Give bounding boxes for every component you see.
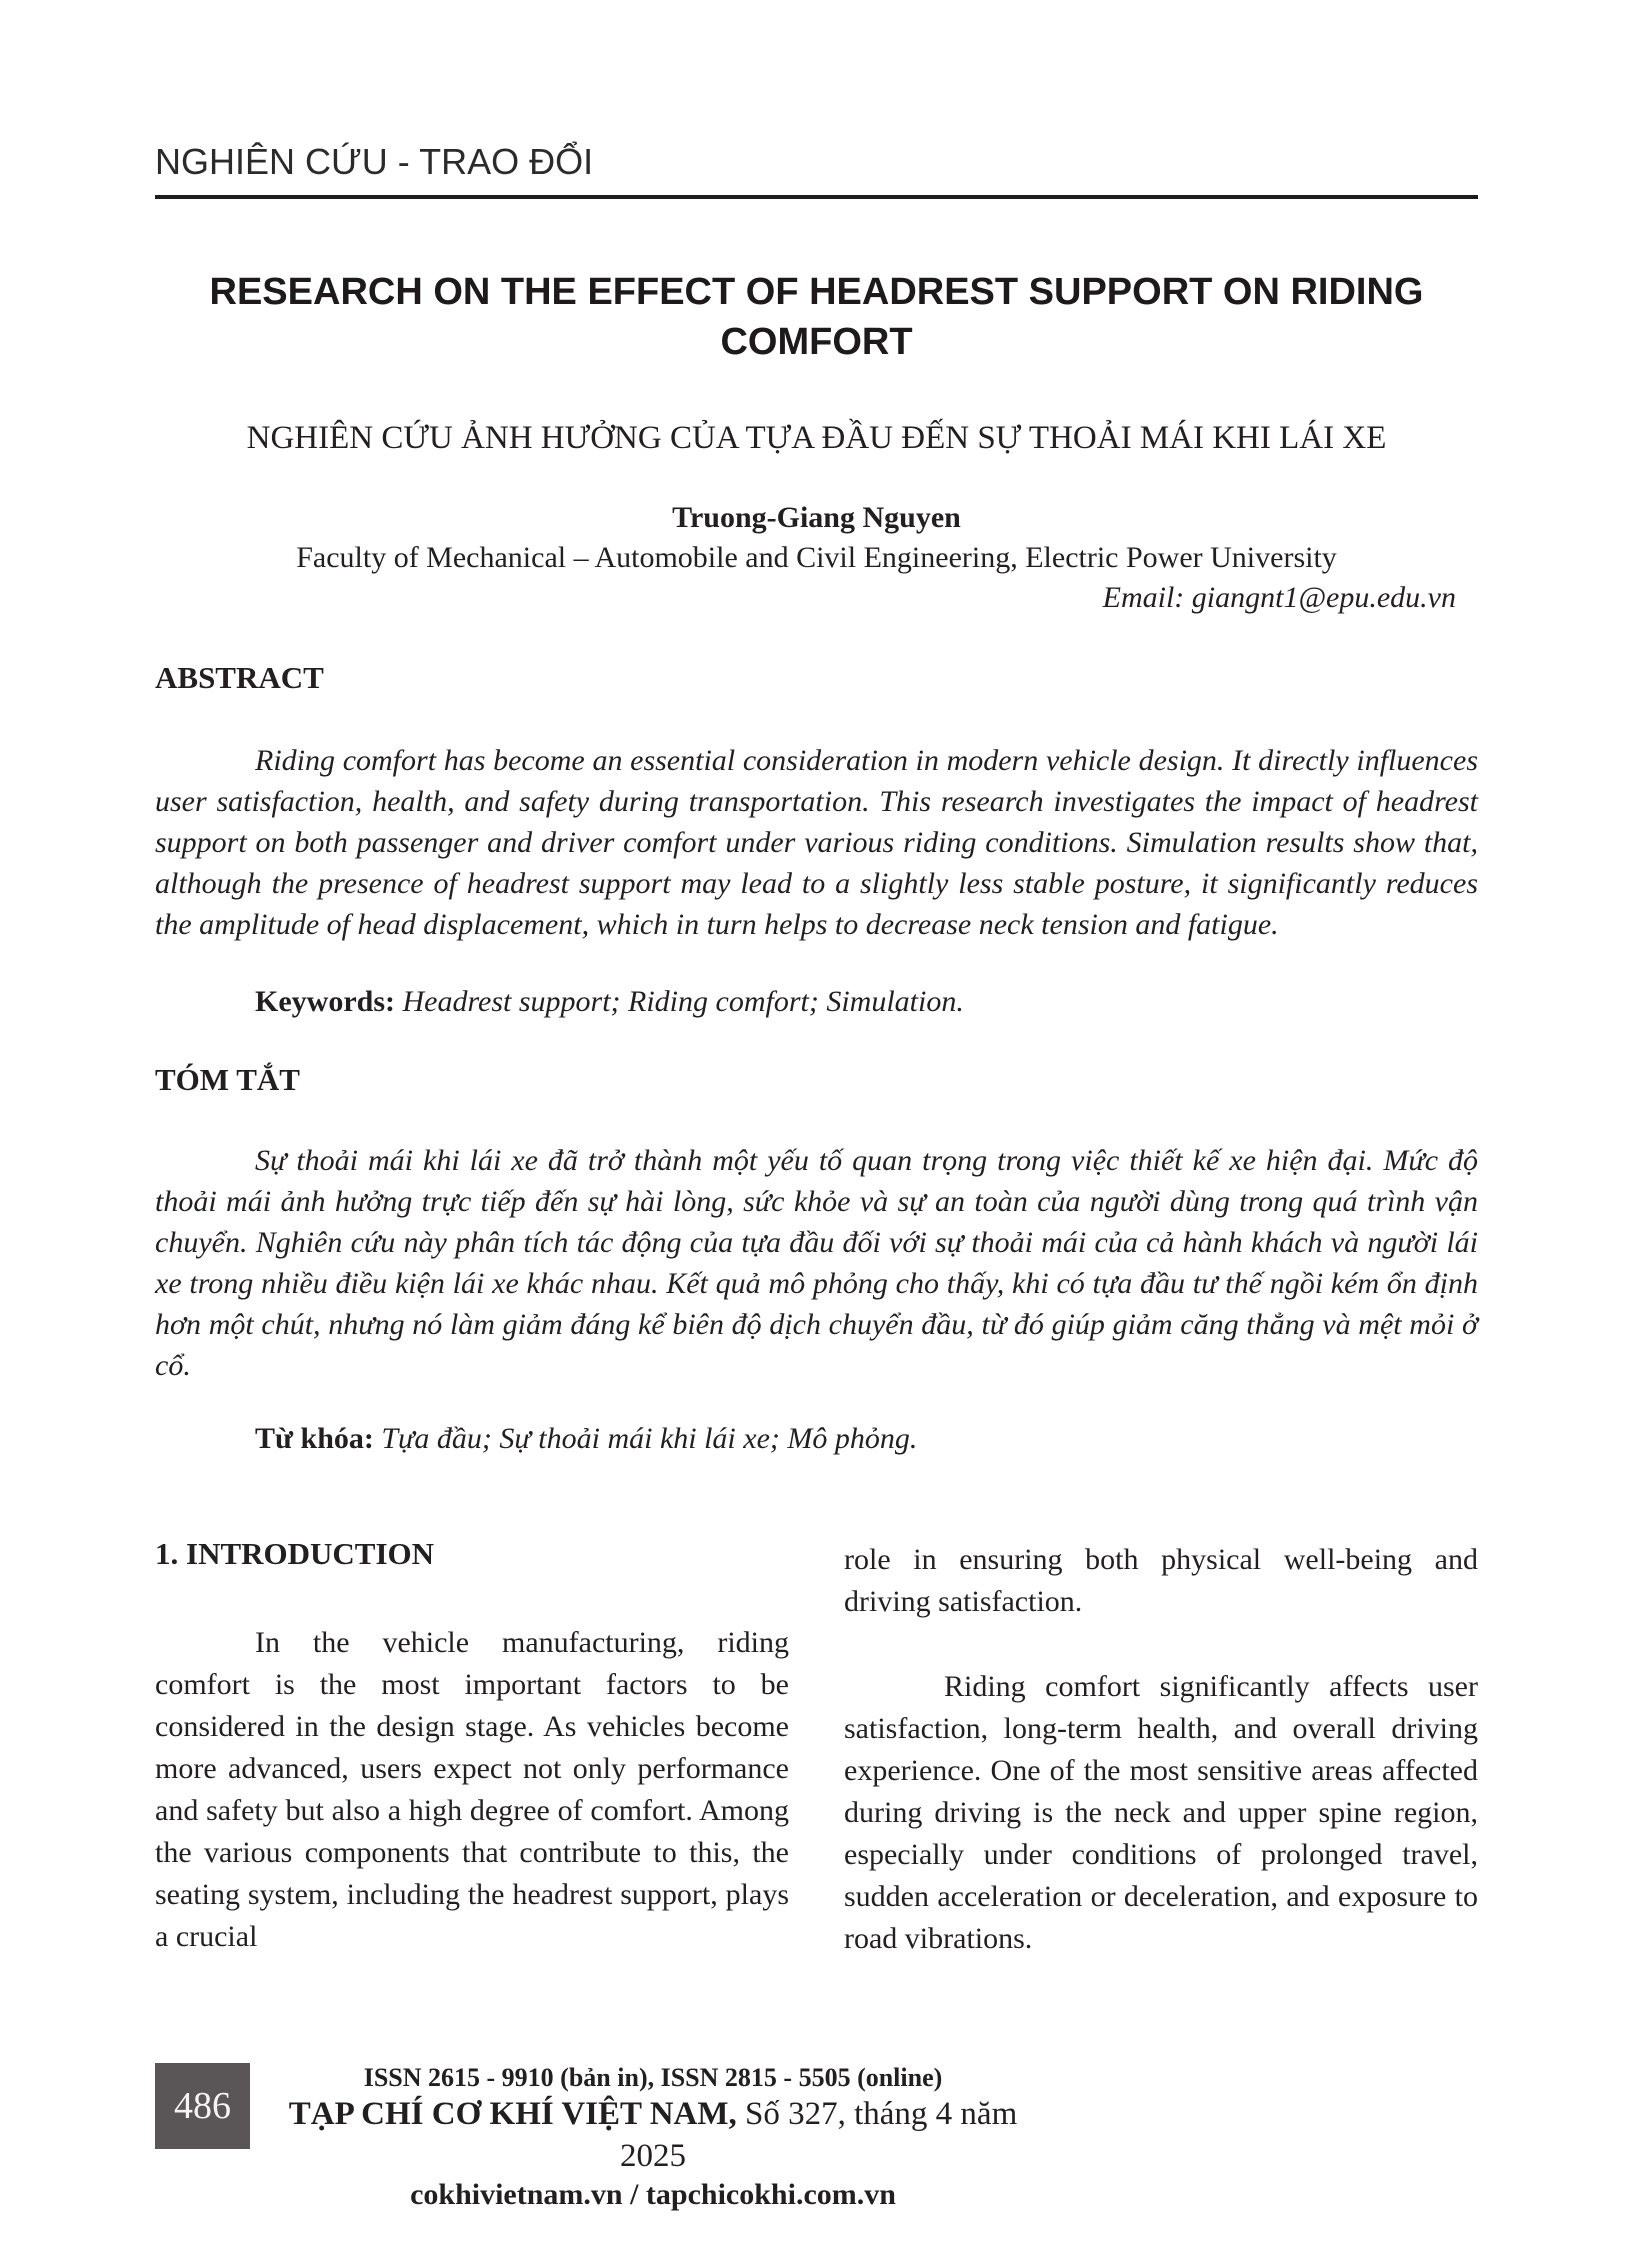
two-column-section	[155, 1534, 1478, 1960]
tukhoa-value: Tựa đầu; Sự thoải mái khi lái xe; Mô phỏng.	[373, 1422, 918, 1455]
keywords-value: Headrest support; Riding comfort; Simulation.	[394, 985, 964, 1018]
author-name: Truong-Giang Nguyen	[672, 501, 961, 534]
tukhoa-label: Từ khóa:	[255, 1422, 374, 1455]
journal-section-label: NGHIÊN CỨU - TRAO ĐỔI	[155, 141, 594, 182]
tukhoa-line	[155, 1418, 1478, 1459]
footer-website-line: cokhivietnam.vn / tapchicokhi.com.vn	[410, 2178, 896, 2211]
abstract-text: Riding comfort has become an essential consideration in modern vehicle design. It directly influences user satisfaction, health, and safety during transportation. This research investigates the impact of headrest support on both passenger and driver comfort under various riding conditions. Simulation results show that, although the presence of headrest support may lead to a slightly less stable posture, it significantly reduces the amplitude of head displacement, which in turn helps to decrease neck tension and fatigue.	[155, 744, 1478, 941]
page-footer	[155, 2062, 1048, 2213]
introduction-heading: 1. INTRODUCTION	[155, 1536, 435, 1571]
footer-issn-line: ISSN 2615 - 9910 (bản in), ISSN 2815 - 5505 (online)	[363, 2063, 943, 2092]
paper-title-english: RESEARCH ON THE EFFECT OF HEADREST SUPPORT ON RIDING COMFORT	[209, 271, 1424, 363]
footer-journal-line	[258, 2093, 1048, 2177]
abstract-heading: ABSTRACT	[155, 660, 324, 695]
introduction-paragraph-2: Riding comfort significantly affects user satisfaction, long-term health, and overall driving experience. One of the most sensitive areas affected during driving is the neck and upper spine region, especially under conditions of prolonged travel, sudden acceleration or deceleration, and exposure to road vibrations.	[844, 1670, 1478, 1955]
tomtat-heading: TÓM TẮT	[155, 1062, 300, 1097]
paper-title-vietnamese: NGHIÊN CỨU ẢNH HƯỞNG CỦA TỰA ĐẦU ĐẾN SỰ THOẢI MÁI KHI LÁI XE	[246, 420, 1387, 456]
footer-journal-name: TẠP CHÍ CƠ KHÍ VIỆT NAM,	[288, 2096, 737, 2132]
header-rule	[155, 195, 1478, 199]
footer-text-block	[258, 2062, 1048, 2213]
introduction-paragraph-left: In the vehicle manufacturing, riding comfort is the most important factors to be considered in the design stage. As vehicles become more advanced, users expect not only performance and safety but also a high degree of comfort. Among the various components that contribute to this, the seating system, including the headrest support, plays a crucial	[155, 1626, 789, 1953]
author-affiliation: Faculty of Mechanical – Automobile and Civil Engineering, Electric Power University	[296, 541, 1337, 574]
page-number-badge: 486	[155, 2063, 250, 2149]
keywords-label: Keywords:	[255, 985, 395, 1018]
tomtat-text: Sự thoải mái khi lái xe đã trở thành một yếu tố quan trọng trong việc thiết kế xe hiện đại. Mức độ thoải mái ảnh hưởng trực tiếp đến sự hài lòng, sức khỏe và sự an toàn của người dùng trong quá trình vận chuyển. Nghiên cứu này phân tích tác động của tựa đầu đối với sự thoải mái của cả hành khách và người lái xe trong nhiều điều kiện lái xe khác nhau. Kết quả mô phỏng cho thấy, khi có tựa đầu tư thế ngồi kém ổn định hơn một chút, nhưng nó làm giảm đáng kể biên độ dịch chuyển đầu, từ đó giúp giảm căng thẳng và mệt mỏi ở cổ.	[155, 1144, 1478, 1382]
author-email: Email: giangnt1@epu.edu.vn	[1102, 581, 1456, 614]
introduction-paragraph-continuation: role in ensuring both physical well-being and driving satisfaction.	[844, 1543, 1478, 1618]
keywords-line	[155, 981, 1478, 1022]
right-column	[844, 1539, 1478, 1960]
left-column	[155, 1534, 789, 1960]
footer-journal-issue: Số 327, tháng 4 năm 2025	[620, 2096, 1018, 2174]
